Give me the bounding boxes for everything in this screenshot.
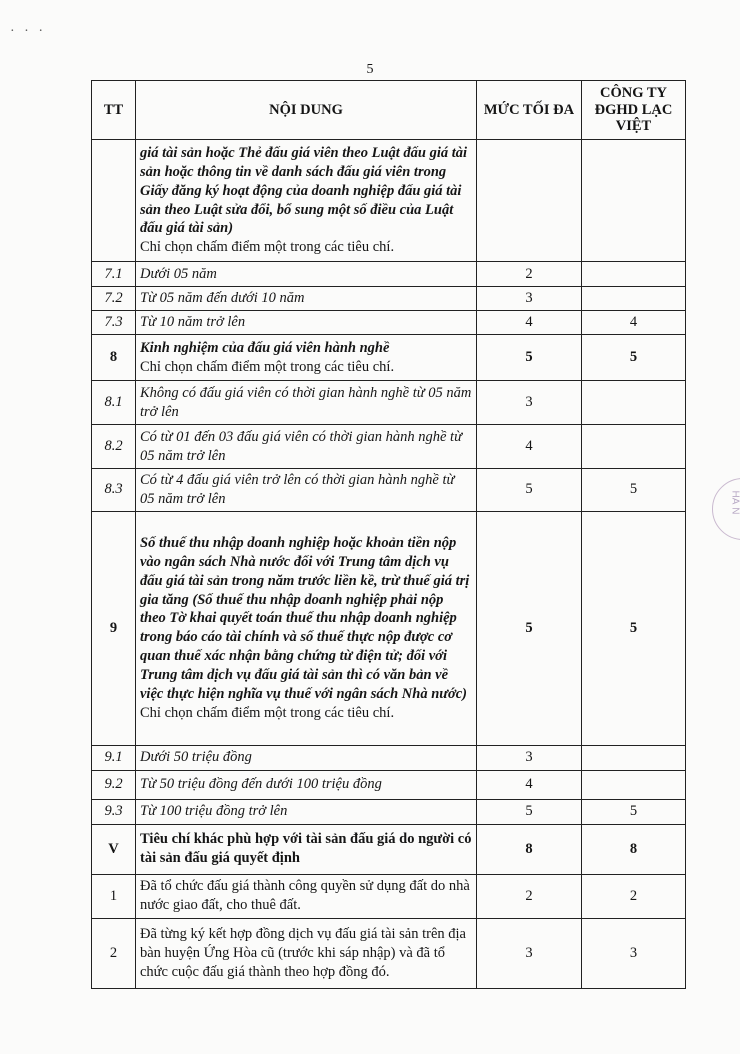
company-score	[582, 425, 686, 469]
table-row	[92, 918, 686, 988]
company-score	[582, 287, 686, 311]
criterion-title: Kinh nghiệm của đấu giá viên hành nghề	[140, 339, 390, 356]
table-row	[92, 824, 686, 874]
table-row	[92, 425, 686, 469]
criterion-title: Có từ 4 đấu giá viên trở lên có thời gian hành nghề từ 05 năm trở lên	[140, 472, 455, 507]
row-content	[136, 799, 477, 824]
row-content	[136, 381, 477, 425]
table-row	[92, 511, 686, 745]
table-row	[92, 770, 686, 799]
row-number: V	[92, 824, 136, 874]
max-score: 2	[477, 262, 582, 287]
criterion-note: Chỉ chọn chấm điểm một trong các tiêu chí.	[140, 358, 395, 375]
criterion-note: Chỉ chọn chấm điểm một trong các tiêu chí.	[140, 239, 395, 256]
company-score	[582, 745, 686, 770]
row-number	[92, 140, 136, 262]
max-score: 3	[477, 918, 582, 988]
company-score	[582, 140, 686, 262]
max-score: 5	[477, 511, 582, 745]
max-score: 5	[477, 469, 582, 512]
row-content	[136, 770, 477, 799]
max-score: 5	[477, 335, 582, 381]
row-content	[136, 425, 477, 469]
criterion-title: Từ 50 triệu đồng đến dưới 100 triệu đồng	[140, 776, 382, 793]
scoring-table	[91, 80, 686, 989]
company-score: 3	[582, 918, 686, 988]
table-row	[92, 140, 686, 262]
criterion-title: Dưới 50 triệu đồng	[140, 749, 252, 766]
row-number: 9.2	[92, 770, 136, 799]
table-row	[92, 381, 686, 425]
row-number: 8.1	[92, 381, 136, 425]
row-number: 9	[92, 511, 136, 745]
table-row	[92, 262, 686, 287]
row-number: 9.1	[92, 745, 136, 770]
criterion-title: Từ 05 năm đến dưới 10 năm	[140, 290, 305, 307]
criterion-title: Dưới 05 năm	[140, 265, 217, 282]
row-number: 2	[92, 918, 136, 988]
company-score	[582, 770, 686, 799]
row-content	[136, 311, 477, 335]
row-number: 8	[92, 335, 136, 381]
corner-marks: · · ·	[10, 24, 46, 39]
max-score: 8	[477, 824, 582, 874]
header-tt: TT	[92, 81, 136, 140]
row-number: 9.3	[92, 799, 136, 824]
row-content	[136, 511, 477, 745]
row-content	[136, 335, 477, 381]
company-score: 8	[582, 824, 686, 874]
row-content	[136, 469, 477, 512]
max-score: 2	[477, 874, 582, 918]
row-number: 7.2	[92, 287, 136, 311]
company-score	[582, 381, 686, 425]
company-score: 4	[582, 311, 686, 335]
row-content	[136, 262, 477, 287]
table-row	[92, 799, 686, 824]
row-content	[136, 287, 477, 311]
company-score: 5	[582, 335, 686, 381]
criterion-title: Từ 10 năm trở lên	[140, 314, 246, 331]
max-score	[477, 140, 582, 262]
criterion-title: Đã tổ chức đấu giá thành công quyền sử dụng đất do nhà nước giao đất, cho thuê đất.	[140, 878, 470, 914]
criterion-title: giá tài sản hoặc Thẻ đấu giá viên theo Luật đấu giá tài sản hoặc thông tin về danh sách đấu giá viên trong Giấy đăng ký hoạt động của doanh nghiệp đấu giá tài sản theo Luật sửa đổi, bổ sung một số điều của Luật đấu giá tài sản)	[140, 144, 468, 237]
table-row	[92, 311, 686, 335]
table-row	[92, 469, 686, 512]
company-score: 5	[582, 469, 686, 512]
header-max: MỨC TỐI ĐA	[477, 81, 582, 140]
table-body	[92, 140, 686, 989]
company-score: 5	[582, 511, 686, 745]
criterion-title: Số thuế thu nhập doanh nghiệp hoặc khoản tiền nộp vào ngân sách Nhà nước đối với Trung tâm dịch vụ đấu giá tài sản trong năm trước liền kề, trừ thuế giá trị gia tăng (Số thuế thu nhập doanh nghiệp phải nộp theo Tờ khai quyết toán thuế thu nhập doanh nghiệp trong báo cáo tài chính và số thuế thực nộp được cơ quan thuế xác nhận bằng chứng từ điện tử; đối với Trung tâm dịch vụ đấu giá tài sản thì có văn bản về việc thực hiện nghĩa vụ thuế với ngân sách Nhà nước)	[140, 534, 470, 702]
row-number: 7.3	[92, 311, 136, 335]
stamp-seal: HÀ N	[712, 478, 740, 540]
max-score: 4	[477, 311, 582, 335]
company-score: 2	[582, 874, 686, 918]
criterion-title: Từ 100 triệu đồng trở lên	[140, 803, 288, 820]
row-content	[136, 824, 477, 874]
company-score	[582, 262, 686, 287]
table-row	[92, 335, 686, 381]
criterion-title: Có từ 01 đến 03 đấu giá viên có thời gian hành nghề từ 05 năm trở lên	[140, 428, 462, 464]
page-number: 5	[366, 62, 374, 77]
row-number: 7.1	[92, 262, 136, 287]
header-company: CÔNG TY ĐGHD LẠC VIỆT	[582, 81, 686, 140]
row-content	[136, 918, 477, 988]
table-row	[92, 745, 686, 770]
row-number: 8.2	[92, 425, 136, 469]
max-score: 3	[477, 287, 582, 311]
max-score: 3	[477, 381, 582, 425]
table-row	[92, 874, 686, 918]
criterion-title: Đã từng ký kết hợp đồng dịch vụ đấu giá tài sản trên địa bàn huyện Ứng Hòa cũ (trước khi sáp nhập) và đã tổ chức cuộc đấu giá thành theo hợp đồng đó.	[140, 925, 466, 980]
criterion-title: Tiêu chí khác phù hợp với tài sản đấu giá do người có tài sản đấu giá quyết định	[140, 831, 472, 867]
criterion-note: Chỉ chọn chấm điểm một trong các tiêu chí.	[140, 704, 395, 721]
max-score: 4	[477, 770, 582, 799]
row-content	[136, 745, 477, 770]
row-content	[136, 140, 477, 262]
row-number: 8.3	[92, 469, 136, 512]
company-score: 5	[582, 799, 686, 824]
table-row	[92, 287, 686, 311]
criterion-title: Không có đấu giá viên có thời gian hành nghề từ 05 năm trở lên	[140, 384, 472, 420]
max-score: 4	[477, 425, 582, 469]
header-content: NỘI DUNG	[136, 81, 477, 140]
max-score: 5	[477, 799, 582, 824]
row-number: 1	[92, 874, 136, 918]
row-content	[136, 874, 477, 918]
max-score: 3	[477, 745, 582, 770]
table-header-row	[92, 81, 686, 140]
